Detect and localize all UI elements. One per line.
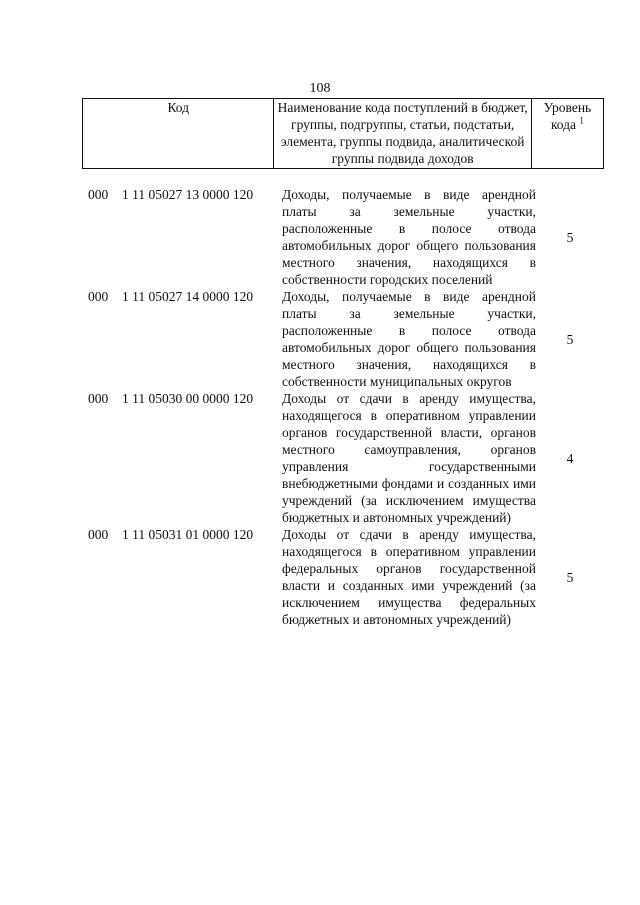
row-prefix: 000 [88, 187, 109, 202]
table-body [82, 186, 604, 628]
row-code: 1 11 05030 00 0000 120 [122, 391, 254, 406]
table-row [82, 390, 604, 526]
table-row [82, 288, 604, 390]
header-code: Код [83, 99, 274, 169]
header-level-cell [531, 99, 603, 169]
header-level: Уровень кода [543, 100, 592, 132]
row-level: 5 [566, 569, 574, 585]
table-header [82, 98, 604, 169]
row-code: 1 11 05027 13 0000 120 [122, 187, 254, 202]
table-row [82, 186, 604, 288]
header-level-footnote-mark: 1 [579, 115, 584, 126]
row-code: 1 11 05027 14 0000 120 [122, 289, 254, 304]
row-prefix: 000 [88, 527, 109, 542]
row-level: 5 [566, 331, 574, 347]
table-row [82, 526, 604, 628]
row-level: 4 [566, 450, 574, 466]
row-level: 5 [566, 229, 574, 245]
row-name: Доходы от сдачи в аренду имущества, находящегося в оперативном управлении федеральных органов государственной власти и созданных ими учреждений (за исключением имущества федеральных бюджетных и автономных учреждений) [282, 527, 536, 627]
header-name: Наименование кода поступлений в бюджет, группы, подгруппы, статьи, подстатьи, элемента, группы подвида, аналитической группы подвида доходов [274, 99, 531, 169]
row-name: Доходы, получаемые в виде арендной платы за земельные участки, расположенные в полосе отвода автомобильных дорог общего пользования местного значения, находящихся в собственности городских поселений [282, 187, 536, 287]
row-name: Доходы от сдачи в аренду имущества, находящегося в оперативном управлении органов государственной власти, органов местного самоуправления, органов управления государственными внебюджетными фондами и созданных ими учреждений (за исключением имущества бюджетных и автономных учреждений) [282, 391, 536, 525]
row-code: 1 11 05031 01 0000 120 [122, 527, 254, 542]
row-name: Доходы, получаемые в виде арендной платы за земельные участки, расположенные в полосе отвода автомобильных дорог общего пользования местного значения, находящихся в собственности муниципальных округов [282, 289, 536, 389]
row-prefix: 000 [88, 391, 109, 406]
page-number: 108 [309, 81, 331, 96]
row-prefix: 000 [88, 289, 109, 304]
